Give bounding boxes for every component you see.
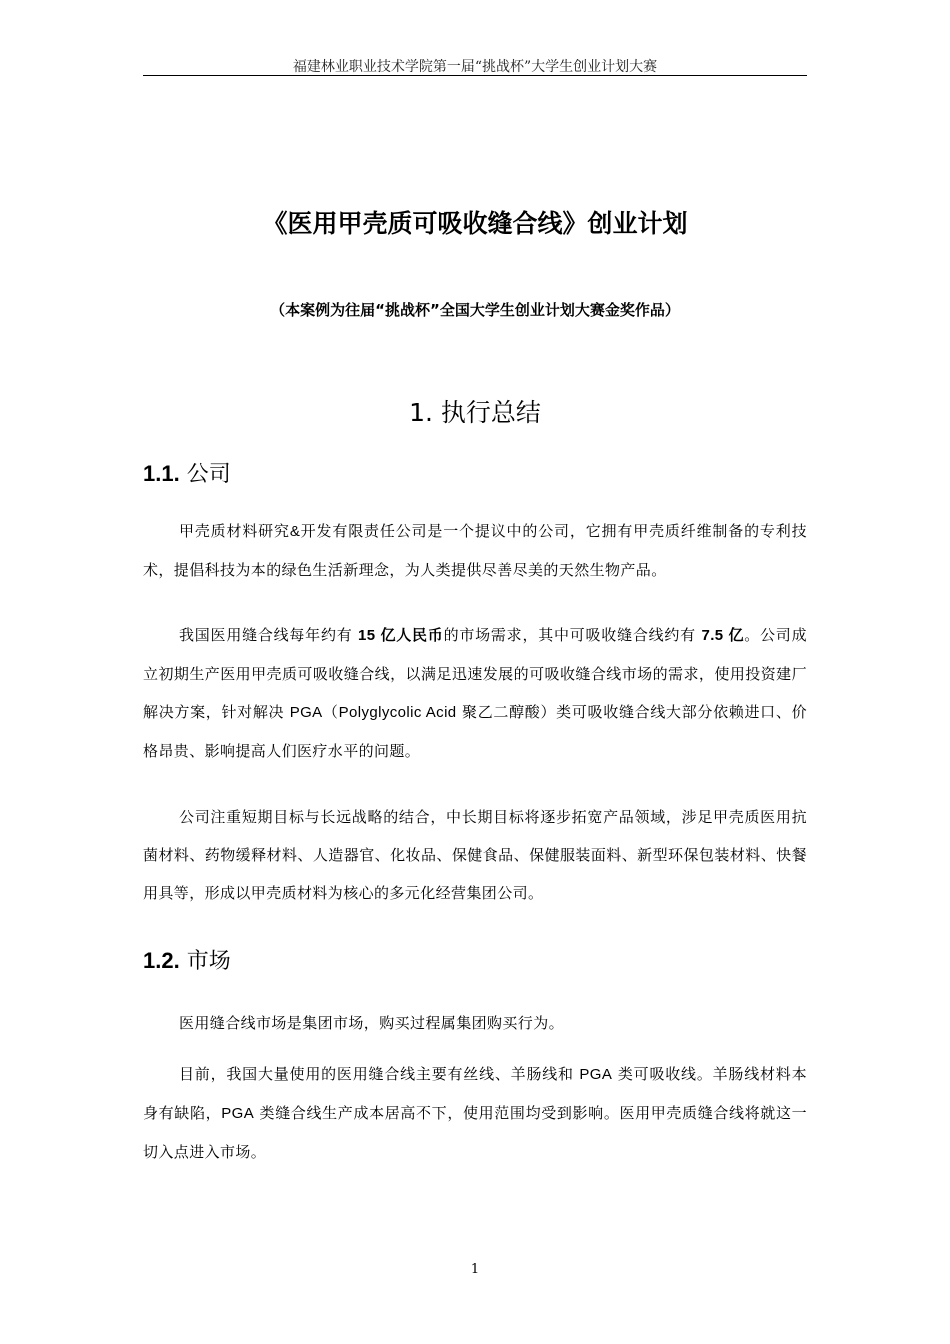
section-heading-1-1 — [143, 457, 231, 488]
section-heading-1: 1. 执行总结 — [409, 398, 541, 427]
paragraph-market-type: 医用缝合线市场是集团市场，购买过程属集团购买行为。 — [179, 1014, 565, 1032]
paragraph-text: 。公司成立初期生产医用甲壳质可吸收缝合线，以满足迅速发展的可吸收缝合线市场的需求，使用投资建厂解决方案，针对解决 — [143, 626, 807, 721]
section-title: 市场 — [186, 949, 231, 974]
section-title: 公司 — [186, 462, 231, 487]
company-name: 甲壳质材料研究&开发有限责任公司 — [179, 523, 428, 540]
paragraph-company-intro — [143, 512, 807, 589]
document-title: 《医用甲壳质可吸收缝合线》创业计划 — [262, 209, 688, 238]
header-rule — [143, 75, 807, 76]
pga-term: PGA（Polyglycolic Acid — [289, 704, 457, 721]
paragraph-text: 目前，我国大量使用的医用缝合线主要有丝线、羊肠线和 — [179, 1065, 580, 1083]
paragraph-text: 聚乙二醇酸）类可吸收缝合线大部分依赖进口、价格昂贵、影响提高人们医疗水平的问题。 — [143, 703, 807, 760]
absorbable-market-figure: 7.5 亿 — [701, 627, 745, 644]
paragraph-strategy: 公司注重短期目标与长远战略的结合，中长期目标将逐步拓宽产品领域，涉足甲壳质医用抗菌材料、药物缓释材料、人造器官、化妆品、保健食品、保健服装面料、新型环保包装材料、快餐用具等，形成以甲壳质材料为核心的多元化经营集团公司。 — [143, 808, 807, 902]
section-heading-1-2 — [143, 944, 231, 975]
paragraph-text: 是一个提议中的公司，它拥有甲壳质纤维制备的专利技术，提倡科技为本的绿色生活新理念，为人类提供尽善尽美的天然生物产品。 — [143, 522, 807, 579]
document-subtitle: （本案例为往届“挑战杯”全国大学生创业计划大赛金奖作品） — [270, 301, 680, 319]
pga-term: PGA — [579, 1066, 613, 1083]
paragraph-market-entry — [143, 1055, 807, 1171]
paragraph-text: 的市场需求，其中可吸收缝合线约有 — [443, 626, 702, 644]
paragraph-market-demand — [143, 616, 807, 770]
pga-term: PGA — [221, 1105, 255, 1122]
section-number: 1.2. — [143, 948, 180, 973]
paragraph-text: 类缝合线生产成本居高不下，使用范围均受到影响。医用甲壳质缝合线将就这一切入点进入市场。 — [143, 1104, 807, 1161]
page-number: 1 — [470, 1262, 480, 1277]
section-number: 1.1. — [143, 461, 180, 486]
market-figure: 15 亿人民币 — [358, 627, 444, 644]
paragraph-text: 类可吸收线。羊肠线材料本身有缺陷， — [143, 1065, 807, 1122]
running-header: 福建林业职业技术学院第一届“挑战杯”大学生创业计划大赛 — [292, 59, 658, 75]
paragraph-text: 我国医用缝合线每年约有 — [179, 626, 359, 644]
